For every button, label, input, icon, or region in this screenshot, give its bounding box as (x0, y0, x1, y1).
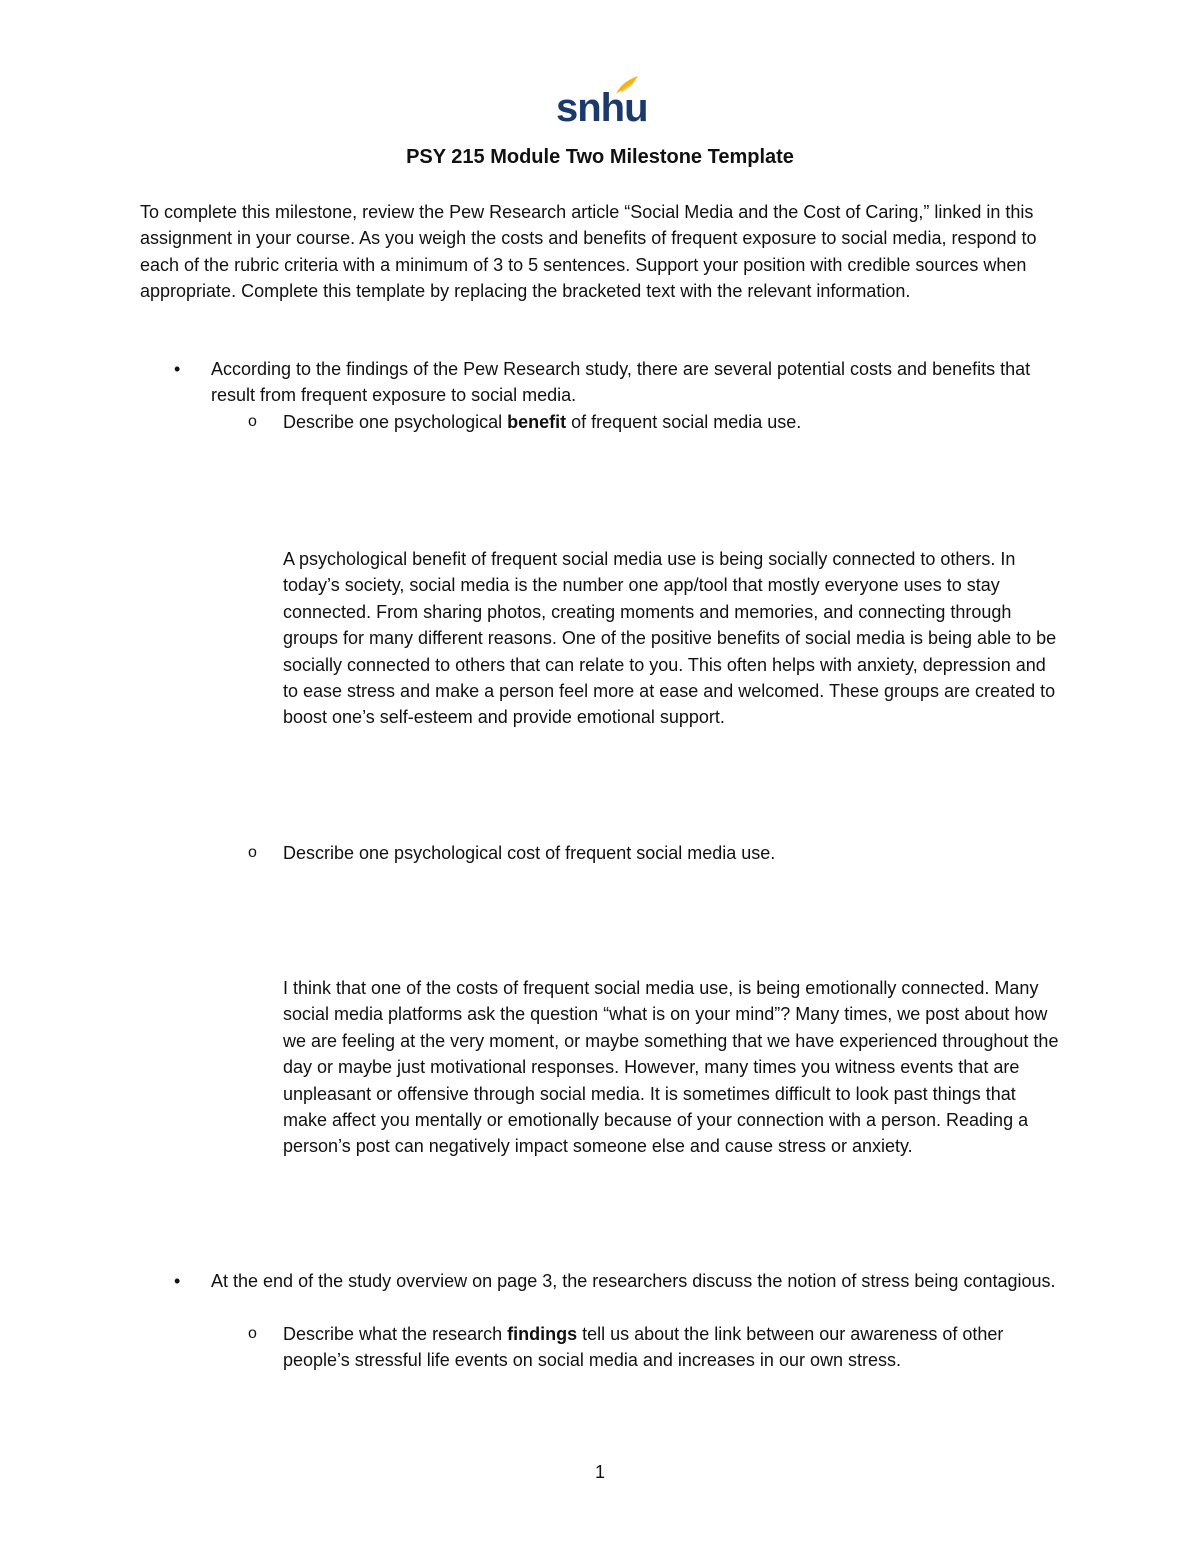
prompt-text: Describe one psychological (283, 843, 508, 863)
prompt-findings (283, 1321, 1063, 1374)
prompt-emphasis: findings (507, 1324, 578, 1344)
prompt-text: Describe what the research (283, 1324, 508, 1344)
sub-bullet-marker: o (248, 1325, 257, 1342)
prompt-cost (283, 840, 1063, 866)
sub-bullet-marker: o (248, 413, 257, 430)
bullet-marker: • (174, 1271, 181, 1291)
prompt-text: of frequent social media use. (540, 843, 776, 863)
page-number: 1 (594, 1462, 605, 1482)
bullet-item-costs-benefits: According to the findings of the Pew Research study, there are several potential costs and benefits that result from frequent exposure to social media. (211, 359, 1031, 406)
answer-cost: I think that one of the costs of frequent social media use, is being emotionally connected. Many social media platforms ask the question “what is on your mind”? Many times, we post about how we are feeling at the very moment, or maybe something that we have experienced throughout the day or maybe just motivational responses. However, many times you witness events that are unpleasant or offensive through social media. It is sometimes difficult to look past things that make affect you mentally or emotionally because of your connection with a person. Reading a person’s post can negatively impact someone else and cause stress or anxiety. (283, 978, 1059, 1157)
document-title: PSY 215 Module Two Milestone Template (406, 146, 794, 168)
prompt-text: cost (507, 843, 541, 863)
bullet-marker: • (174, 359, 181, 379)
bullet-item-stress-contagious: At the end of the study overview on page 3, the researchers discuss the notion of stress being contagious. (211, 1271, 1056, 1291)
prompt-text: of frequent social media use. (566, 412, 802, 432)
prompt-emphasis: benefit (507, 412, 567, 432)
logo-wordmark: snhu (556, 86, 648, 130)
intro-paragraph: To complete this milestone, review the Pew Research article “Social Media and the Cost of Caring,” linked in this assignment in your course. As you weigh the costs and benefits of frequent exposure to social media, respond to each of the rubric criteria with a minimum of 3 to 5 sentences. Support your position with credible sources when appropriate. Complete this template by replacing the bracketed text with the relevant information. (140, 202, 1037, 301)
snhu-logo (556, 74, 648, 132)
prompt-benefit (283, 409, 1063, 435)
answer-benefit: A psychological benefit of frequent social media use is being socially connected to others. In today’s society, social media is the number one app/tool that mostly everyone uses to stay connected. From sharing photos, creating moments and memories, and connecting through groups for many different reasons. One of the positive benefits of social media is being able to be socially connected to others that can relate to you. This often helps with anxiety, depression and to ease stress and make a person feel more at ease and welcomed. These groups are created to boost one’s self-esteem and provide emotional support. (283, 549, 1057, 728)
sub-bullet-marker: o (248, 844, 257, 861)
prompt-text: Describe one psychological (283, 412, 508, 432)
prompt-text: tell us about the link between our awareness of other people’s stressful life events on social media and increases in our own stress. (283, 1324, 1004, 1371)
